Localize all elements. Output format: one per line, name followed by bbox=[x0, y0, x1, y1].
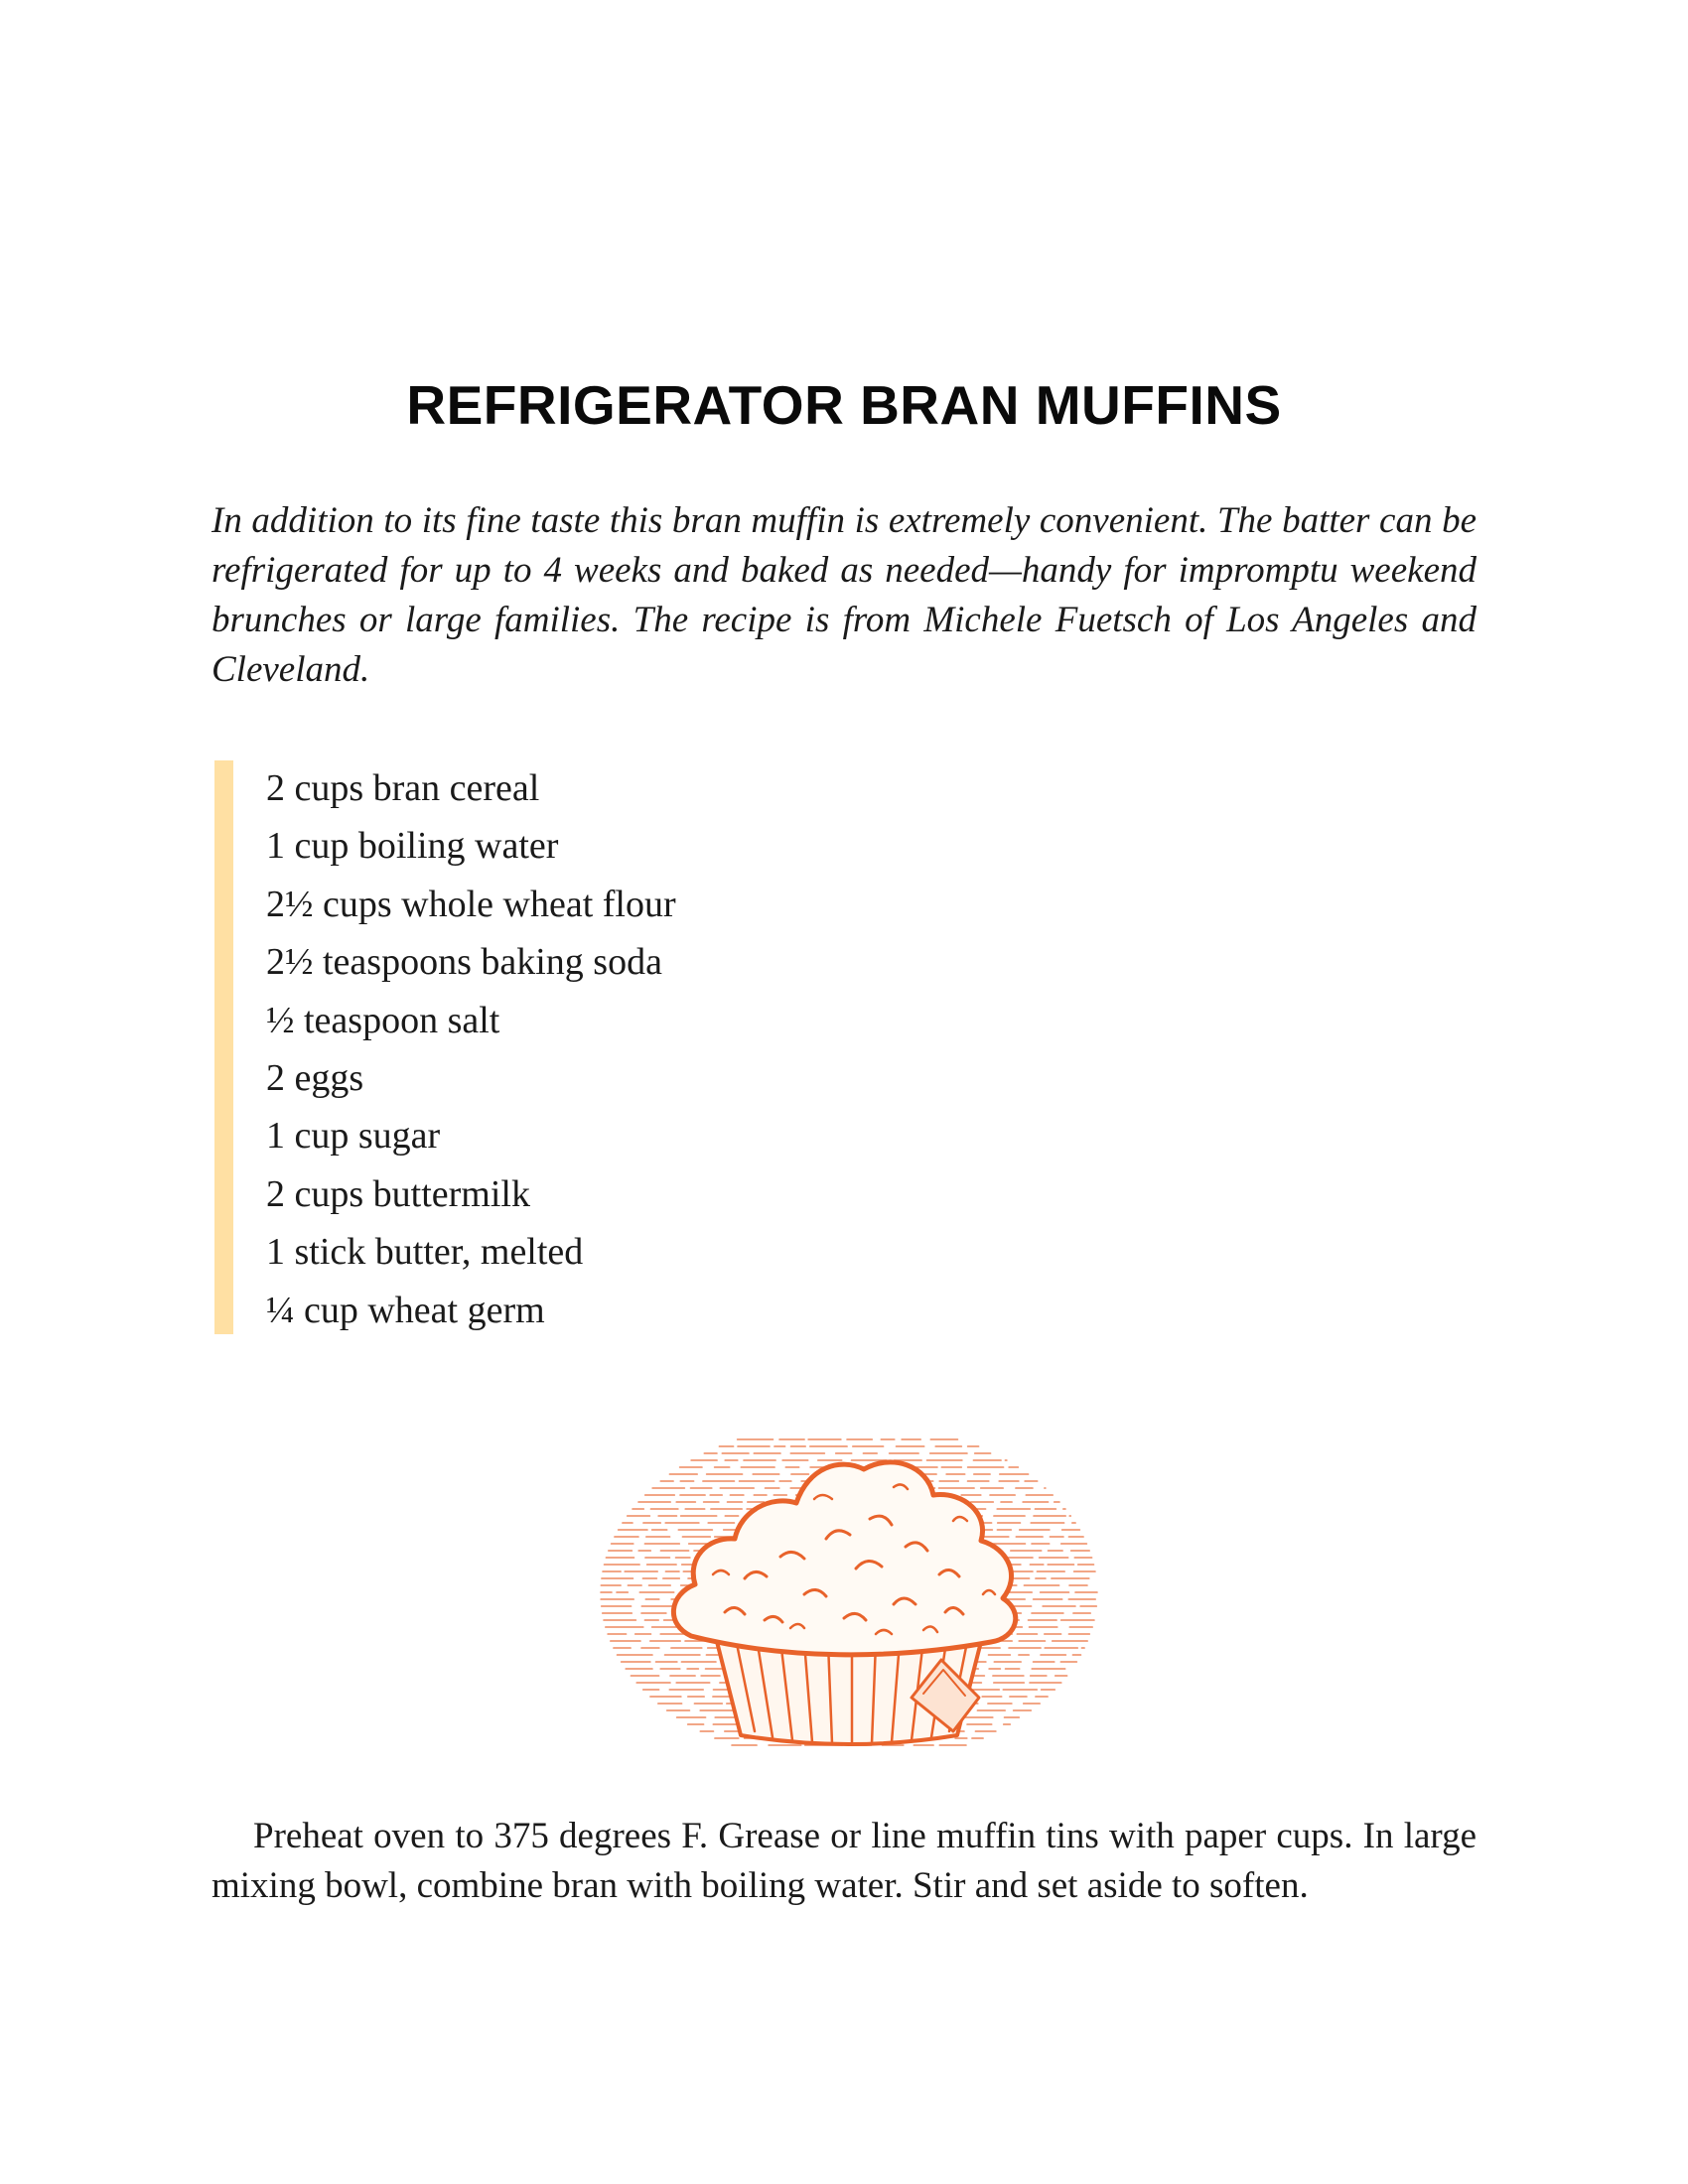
ingredient-item: 2 eggs bbox=[266, 1056, 364, 1099]
ingredient-item: 2½ cups whole wheat flour bbox=[266, 883, 676, 925]
muffin-illustration bbox=[596, 1400, 1102, 1767]
ingredient-item: 1 stick butter, melted bbox=[266, 1231, 584, 1274]
ingredient-item: ¼ cup wheat germ bbox=[266, 1289, 545, 1331]
ingredient-item: 1 cup boiling water bbox=[266, 825, 559, 868]
ingredients-accent-bar bbox=[214, 760, 233, 1334]
intro-paragraph: In addition to its fine taste this bran muffin is extremely convenient. The batter can be refrigerated for up to 4 weeks and baked as needed—handy for impromptu weekend brunches or large families. The recipe is from Michele Fuetsch of Los Angeles and Cleveland. bbox=[211, 500, 1477, 690]
ingredients-list bbox=[266, 759, 676, 1339]
ingredient-item: ½ teaspoon salt bbox=[266, 999, 500, 1041]
ingredient-item: 2 cups bran cereal bbox=[266, 767, 540, 809]
ingredient-item: 1 cup sugar bbox=[266, 1115, 441, 1158]
page-title: REFRIGERATOR BRAN MUFFINS bbox=[406, 374, 1282, 436]
ingredient-item: 2 cups buttermilk bbox=[266, 1172, 530, 1215]
ingredient-item: 2½ teaspoons baking soda bbox=[266, 941, 662, 984]
method-paragraph: Preheat oven to 375 degrees F. Grease or line muffin tins with paper cups. In large mixing bowl, combine bran with boiling water. Stir and set aside to soften. bbox=[211, 1816, 1477, 1906]
